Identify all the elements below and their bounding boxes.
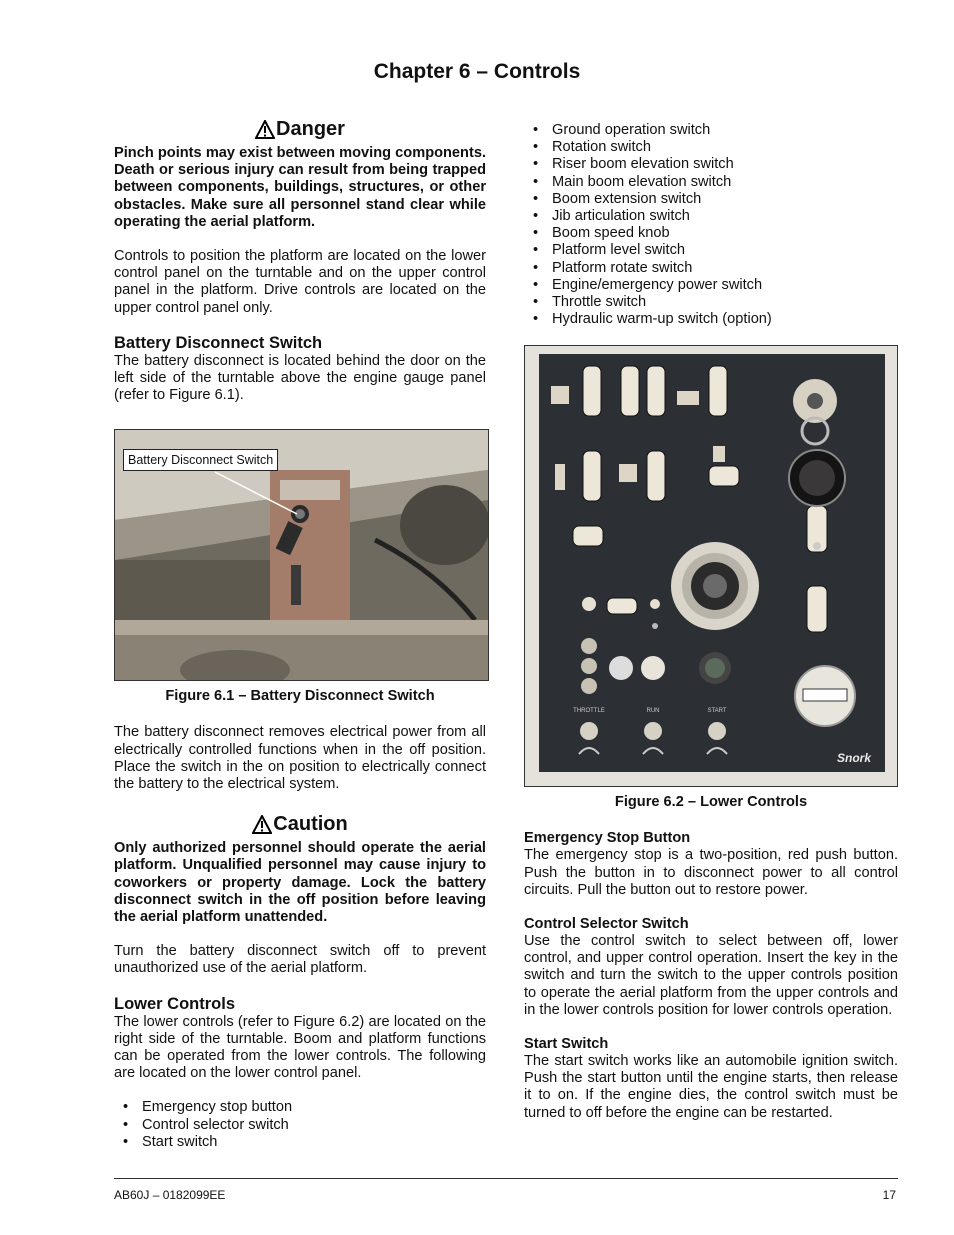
footer-divider xyxy=(114,1178,898,1179)
warning-triangle-icon xyxy=(255,120,275,139)
turn-off-text: Turn the battery disconnect switch off to prevent unauthorized use of the aerial platform. xyxy=(114,943,486,977)
emergency-stop-heading: Emergency Stop Button xyxy=(524,830,691,847)
list-item: • Jib articulation switch xyxy=(524,208,898,225)
list-item: • Main boom elevation switch xyxy=(524,174,898,191)
footer-doc-id: AB60J – 0182099EE xyxy=(114,1188,226,1202)
danger-heading xyxy=(114,118,486,141)
figure-6-2-caption: Figure 6.2 – Lower Controls xyxy=(614,794,808,811)
battery-text-2: The battery disconnect removes electrical power from all electrically controlled functions when in the off position. Place the switch in the on position to electrically connect the battery to the electrical system. xyxy=(114,724,486,793)
lower-controls-heading: Lower Controls xyxy=(114,994,236,1013)
list-item: • Hydraulic warm-up switch (option) xyxy=(524,311,898,328)
caution-heading xyxy=(114,813,486,836)
panel-label-start: START xyxy=(707,708,727,715)
list-item: • Boom speed knob xyxy=(524,225,898,242)
panel-label-throttle: THROTTLE xyxy=(573,708,605,715)
list-item: • Riser boom elevation switch xyxy=(524,156,898,173)
panel-label-run: RUN xyxy=(646,708,660,715)
list-item: • Control selector switch xyxy=(114,1117,486,1134)
chapter-title: Chapter 6 – Controls xyxy=(373,60,581,83)
left-column xyxy=(114,118,486,1151)
lower-controls-list-left xyxy=(114,1099,486,1151)
list-item: • Start switch xyxy=(114,1134,486,1151)
figure-6-2-photo xyxy=(524,345,898,787)
list-item: • Ground operation switch xyxy=(524,122,898,139)
lower-controls-panel-illustration xyxy=(525,346,897,786)
list-item: • Boom extension switch xyxy=(524,191,898,208)
panel-brand: Snork xyxy=(837,751,872,766)
danger-text: Pinch points may exist between moving components. Death or serious injury can result from being trapped between components, buildings, structures, or other obstacles. Make sure all personnel stand clear while operating the aerial platform. xyxy=(114,145,486,230)
battery-text: The battery disconnect is located behind the door on the left side of the turntable above the engine gauge panel (refer to Figure 6.1). xyxy=(114,352,486,404)
figure-6-1-photo xyxy=(114,429,489,681)
start-switch-text: The start switch works like an automobile ignition switch. Push the start button until the engine starts, then release it to on. If the engine dies, the control switch must be turned to off before the engine can be restarted. xyxy=(524,1053,898,1121)
list-item: • Emergency stop button xyxy=(114,1099,486,1116)
list-item: • Throttle switch xyxy=(524,294,898,311)
warning-triangle-icon xyxy=(252,815,272,834)
start-switch-heading: Start Switch xyxy=(524,1036,609,1053)
list-item: • Platform rotate switch xyxy=(524,260,898,277)
danger-heading-text: Danger xyxy=(276,118,345,140)
battery-heading: Battery Disconnect Switch xyxy=(114,333,323,352)
lower-controls-text: The lower controls (refer to Figure 6.2) are located on the right side of the turntable. Boom and platform functions can be operated from the lower controls. The following are located on the lower control panel. xyxy=(114,1013,486,1082)
battery-callout-label: Battery Disconnect Switch xyxy=(123,449,278,471)
footer-page-number: 17 xyxy=(882,1188,896,1202)
control-selector-heading: Control Selector Switch xyxy=(524,916,689,933)
emergency-stop-text: The emergency stop is a two-position, red push button. Push the button in to disconnect power to all control circuits. Pull the button out to restore power. xyxy=(524,847,898,898)
list-item: • Platform level switch xyxy=(524,242,898,259)
list-item: • Engine/emergency power switch xyxy=(524,277,898,294)
list-item: • Rotation switch xyxy=(524,139,898,156)
caution-heading-text: Caution xyxy=(273,813,348,836)
right-column xyxy=(524,122,898,1122)
caution-text: Only authorized personnel should operate the aerial platform. Unqualified personnel may cause injury to coworkers or property damage. Lock the battery disconnect switch in the off position before leaving the aerial platform unattended. xyxy=(114,840,486,926)
intro-text: Controls to position the platform are located on the lower control panel on the turntable and on the upper control panel in the platform. Drive controls are located on the upper control panel only. xyxy=(114,248,486,316)
figure-6-1-caption: Figure 6.1 – Battery Disconnect Switch xyxy=(165,688,435,705)
control-selector-text: Use the control switch to select between off, lower control, and upper control operation. Insert the key in the switch and turn the switch to the upper controls position to operate the aerial platform from the upper controls and in the lower controls position for lower controls operation. xyxy=(524,933,898,1018)
lower-controls-list-right xyxy=(524,122,898,328)
